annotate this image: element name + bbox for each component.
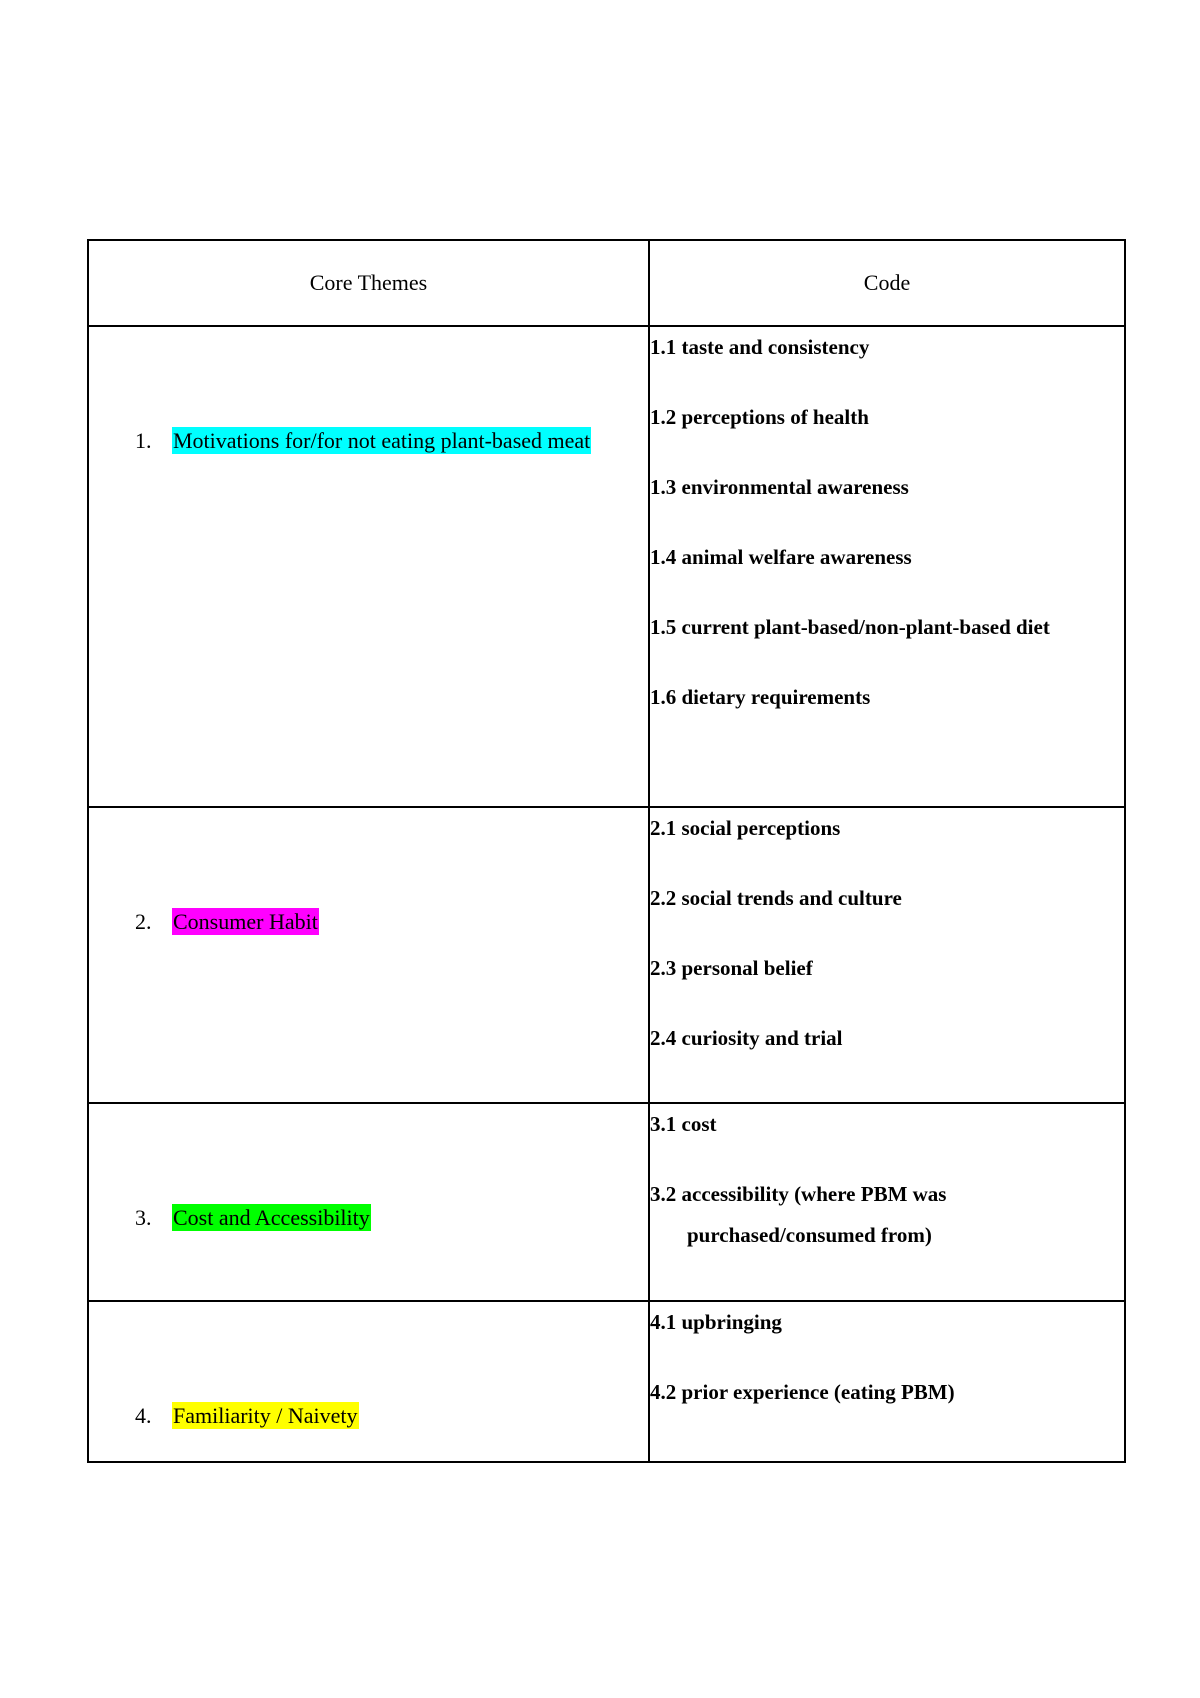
code-item: 4.1 upbringing (650, 1310, 782, 1334)
header-code: Code (649, 240, 1125, 326)
header-core-themes: Core Themes (88, 240, 649, 326)
code-item: 4.2 prior experience (eating PBM) (650, 1380, 955, 1404)
theme-line (135, 427, 591, 455)
theme-number: 2. (135, 909, 152, 934)
code-item: 1.2 perceptions of health (650, 405, 869, 429)
table-row (88, 807, 1125, 1103)
code-cell (649, 1103, 1125, 1301)
code-cell (649, 807, 1125, 1103)
code-item: 1.1 taste and consistency (650, 335, 870, 359)
table-row (88, 326, 1125, 807)
theme-number: 3. (135, 1205, 152, 1230)
theme-number: 1. (135, 428, 152, 453)
table-row (88, 1103, 1125, 1301)
code-item: 2.4 curiosity and trial (650, 1026, 843, 1050)
code-item: 1.3 environmental awareness (650, 475, 909, 499)
code-item: 1.4 animal welfare awareness (650, 545, 912, 569)
code-cell (649, 326, 1125, 807)
code-item: 2.3 personal belief (650, 956, 813, 980)
code-item: 2.2 social trends and culture (650, 886, 902, 910)
theme-line (135, 1204, 371, 1232)
theme-label: Motivations for/for not eating plant-based meat (173, 428, 591, 453)
code-list (650, 327, 1124, 718)
theme-cell (88, 1103, 649, 1301)
code-list (650, 808, 1124, 1059)
theme-line (135, 908, 319, 936)
theme-line (135, 1402, 359, 1430)
core-themes-table (87, 239, 1126, 1463)
theme-label: Cost and Accessibility (173, 1205, 370, 1230)
code-item: 3.1 cost (650, 1112, 717, 1136)
table-row (88, 1301, 1125, 1462)
code-list (650, 1104, 1124, 1256)
theme-number: 4. (135, 1403, 152, 1428)
theme-label: Familiarity / Naivety (173, 1403, 358, 1428)
theme-cell (88, 807, 649, 1103)
code-item: 2.1 social perceptions (650, 816, 841, 840)
theme-label: Consumer Habit (173, 909, 318, 934)
code-list (650, 1302, 1124, 1413)
theme-cell (88, 1301, 649, 1462)
code-item: 1.5 current plant-based/non-plant-based diet (650, 615, 1050, 639)
table-header-row (88, 240, 1125, 326)
code-item: 3.2 accessibility (where PBM was purchased/consumed from) (650, 1182, 947, 1247)
theme-cell (88, 326, 649, 807)
code-item: 1.6 dietary requirements (650, 685, 871, 709)
code-cell (649, 1301, 1125, 1462)
